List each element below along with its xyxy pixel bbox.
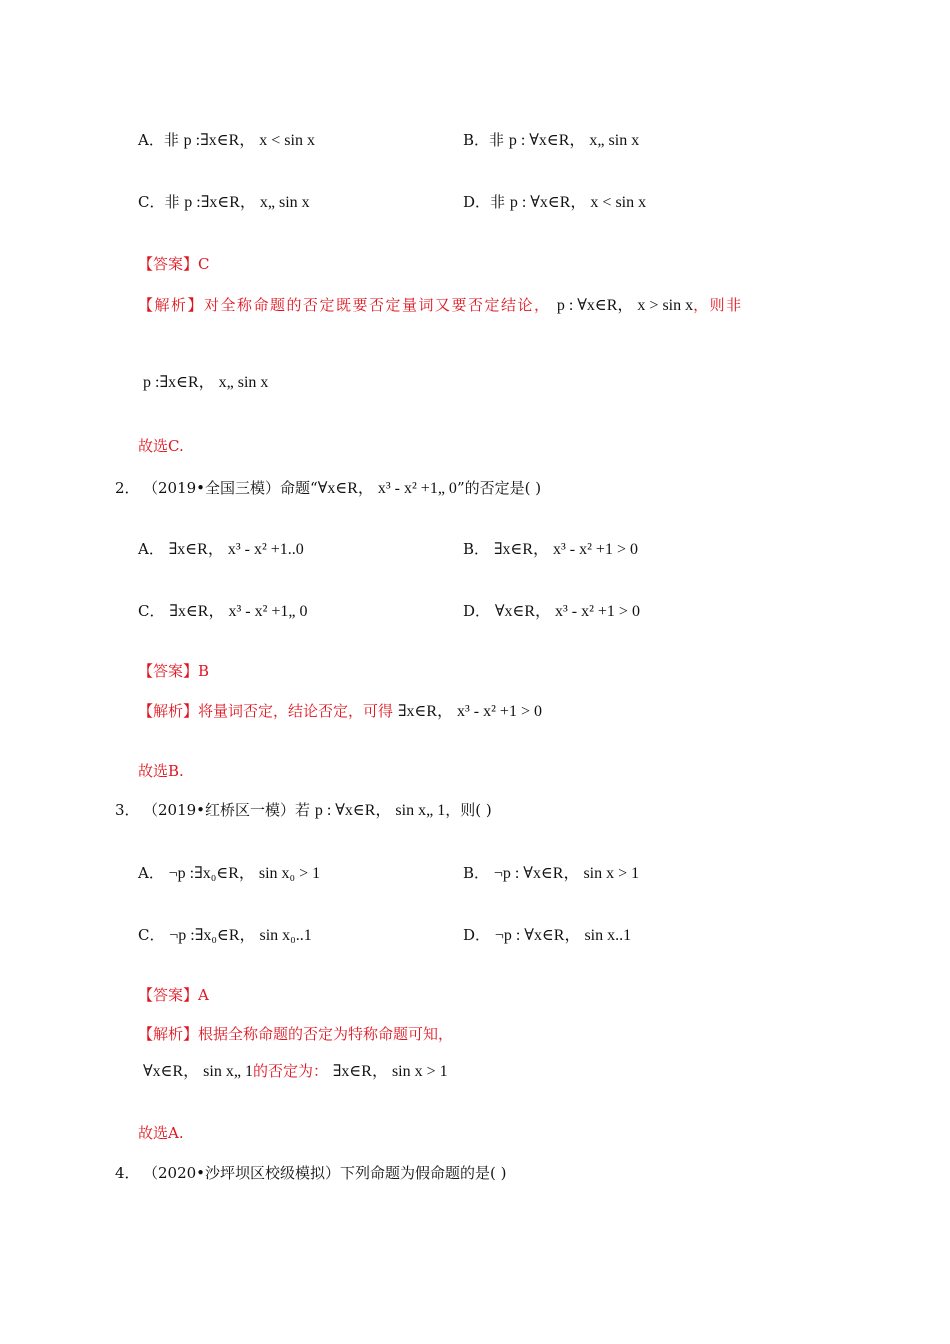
question-4 [115, 1163, 507, 1183]
question-source: （2019•红桥区一模）若 [143, 801, 311, 819]
option-label: A． [138, 864, 164, 882]
option-label: D．非 [463, 193, 506, 211]
q3-answer [138, 985, 209, 1005]
option-label: A．非 [138, 131, 179, 149]
q3-option-b [463, 863, 639, 884]
question-tail: ( ) [490, 1164, 507, 1182]
q1-option-a [138, 130, 315, 151]
analysis-text: 对全称命题的否定既要否定量词又要否定结论， [204, 296, 551, 314]
q1-analysis-continued [143, 372, 268, 393]
q2-conclusion: 故选B. [138, 762, 184, 780]
question-3 [115, 800, 492, 821]
option-expression: p : ∀x∈R， x„ sin x [508, 132, 640, 149]
option-label: C． [138, 926, 165, 944]
q3-conclusion: 故选A. [138, 1124, 184, 1142]
answer-value: C [198, 255, 210, 273]
answer-value: B [198, 662, 210, 680]
analysis-text-2: ，则非 [693, 296, 743, 314]
answer-value: A [198, 986, 209, 1004]
question-number: 4． [115, 1164, 140, 1182]
option-label: B． [463, 540, 490, 558]
q1-conclusion: 故选C. [138, 437, 184, 455]
analysis-expression-2: p :∃x∈R， x„ sin x [143, 374, 269, 391]
option-expression: ¬p :∃x₀∈R， sin x₀..1 [169, 927, 312, 944]
option-expression: ¬p : ∀x∈R， sin x..1 [494, 927, 632, 944]
question-number: 2． [115, 479, 140, 497]
q2-option-b [463, 539, 638, 560]
q3-option-c [138, 925, 312, 946]
option-expression: ∃x∈R， x³ - x² +1..0 [168, 541, 304, 558]
q2-option-c [138, 601, 308, 622]
analysis-text-2: 的否定为： [252, 1062, 328, 1080]
answer-tag: 【答案】 [138, 986, 199, 1004]
option-expression: p : ∀x∈R， x < sin x [509, 194, 647, 211]
option-expression: ¬p :∃x₀∈R， sin x₀ > 1 [168, 865, 321, 882]
option-label: D． [463, 602, 491, 620]
q1-option-b [463, 130, 639, 151]
question-source: （2019•全国三模）命题“ [143, 479, 318, 497]
analysis-text: 将量词否定，结论否定，可得 [198, 702, 394, 720]
option-label: B．非 [463, 131, 505, 149]
option-label: C．非 [138, 193, 180, 211]
q1-analysis [138, 295, 743, 316]
q3-analysis [138, 1024, 453, 1044]
option-label: D． [463, 926, 491, 944]
option-expression: p :∃x∈R， x < sin x [183, 132, 315, 149]
q3-analysis-continued [143, 1061, 448, 1082]
option-expression: ¬p : ∀x∈R， sin x > 1 [493, 865, 640, 882]
analysis-tag: 【解析】 [138, 1025, 199, 1043]
question-source: （2020•沙坪坝区校级模拟）下列命题为假命题的是 [143, 1164, 491, 1182]
analysis-expression: ∀x∈R， sin x„ 1 [143, 1063, 253, 1080]
question-expression: ∀x∈R， x³ - x² +1„ 0 [317, 480, 457, 497]
question-expression: p : ∀x∈R， sin x„ 1 [314, 802, 446, 819]
analysis-expression-2: ∃x∈R， sin x > 1 [332, 1063, 448, 1080]
q2-option-d [463, 601, 640, 622]
analysis-text: 根据全称命题的否定为特称命题可知， [198, 1025, 454, 1043]
question-tail: ”的否定是( ) [456, 479, 542, 497]
option-label: B． [463, 864, 490, 882]
q3-option-d [463, 925, 631, 946]
option-expression: ∃x∈R， x³ - x² +1 > 0 [493, 541, 638, 558]
question-tail: ，则( ) [445, 801, 492, 819]
q1-answer [138, 254, 210, 274]
analysis-tag: 【解析】 [138, 296, 205, 314]
analysis-expression: ∃x∈R， x³ - x² +1 > 0 [397, 703, 542, 720]
option-expression: ∀x∈R， x³ - x² +1 > 0 [494, 603, 640, 620]
answer-tag: 【答案】 [138, 662, 199, 680]
option-expression: ∃x∈R， x³ - x² +1„ 0 [169, 603, 308, 620]
option-label: A． [138, 540, 164, 558]
analysis-tag: 【解析】 [138, 702, 199, 720]
q1-option-c [138, 192, 310, 213]
question-2 [115, 478, 541, 499]
q1-option-d [463, 192, 646, 213]
q3-option-a [138, 863, 320, 884]
analysis-expression: p : ∀x∈R， x > sin x [556, 297, 694, 314]
q2-answer [138, 661, 209, 681]
answer-tag: 【答案】 [138, 255, 199, 273]
q2-option-a [138, 539, 304, 560]
question-number: 3． [115, 801, 140, 819]
option-expression: p :∃x∈R， x„ sin x [184, 194, 310, 211]
q2-analysis [138, 701, 542, 722]
option-label: C． [138, 602, 165, 620]
